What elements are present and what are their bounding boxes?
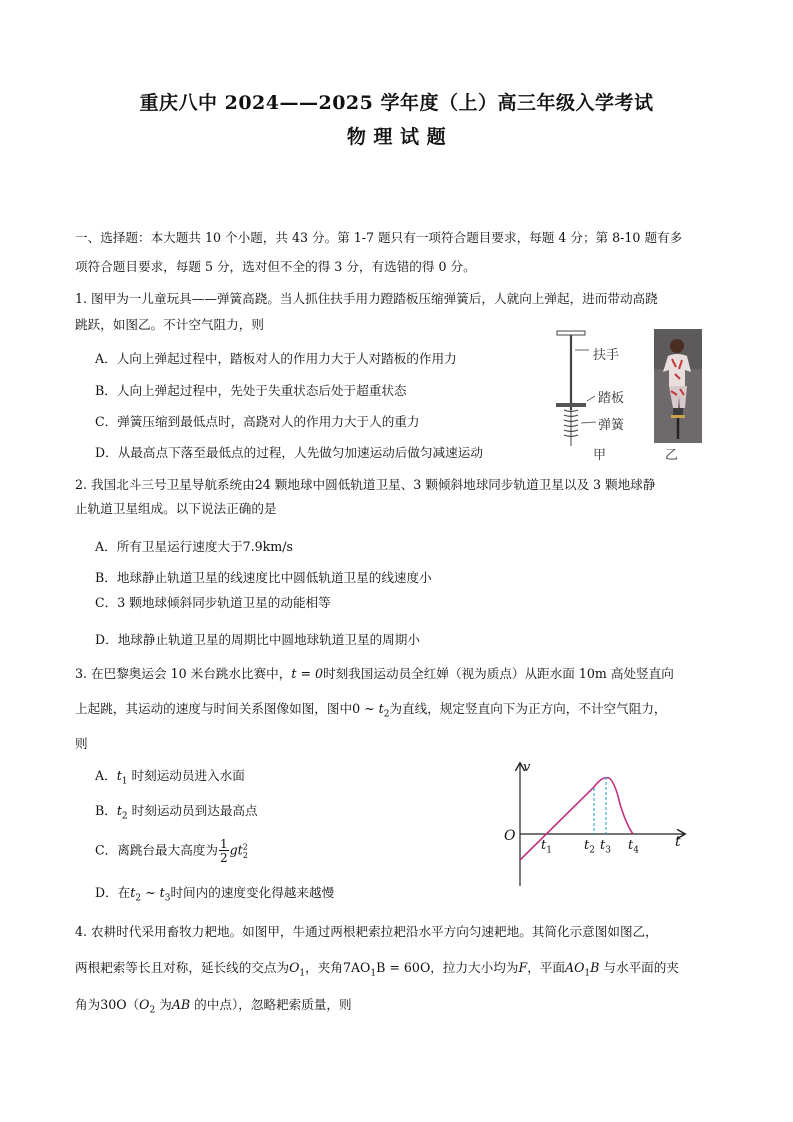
velocity-curve xyxy=(520,778,633,860)
q4-stem-line1: 4. 农耕时代采用畜牧力耙地。如图甲，牛通过两根耙索拉耙沿水平方向匀速耙地。其简化示意图如图乙， xyxy=(75,924,658,939)
q3-option-b: B．$t_2$ 时刻运动员到达最高点 xyxy=(95,803,258,822)
q2-option-b: B．地球静止轨道卫星的线速度比中圆低轨道卫星的线速度小 xyxy=(95,570,432,585)
q2-option-a: A．所有卫星运行速度大于7.9km/s xyxy=(95,539,293,554)
q2-option-c: C．3 颗地球倾斜同步轨道卫星的动能相等 xyxy=(95,595,331,610)
q4-stem-line3: 角为$30O(O_2$ 为AB 的中点），忽略耙索质量，则 xyxy=(75,997,352,1016)
q2-stem-line1: 2. 我国北斗三号卫星导航系统由24 颗地球中圆低轨道卫星、3 颗倾斜地球同步轨道卫星以及 3 颗地球静 xyxy=(75,477,656,492)
label-handle: 扶手 xyxy=(593,348,620,363)
fraction-one-half: $\frac{1}{2}$ xyxy=(219,837,228,865)
q3-option-d: D．在$t_2$ ~ $t_3$时间内的速度变化得越来越慢 xyxy=(95,885,335,904)
label-pedal: 踏板 xyxy=(598,391,625,406)
graph-tick-t3: $t_3$ xyxy=(600,838,611,856)
section-intro-line1: 一、选择题：本大题共 10 个小题，共 43 分。第 1-7 题只有一项符合题目要求，每题 4 分；第 8-10 题有多 xyxy=(75,230,683,245)
q2-stem-line2: 止轨道卫星组成。以下说法正确的是 xyxy=(75,501,277,516)
q3-option-a: A．$t_1$ 时刻运动员进入水面 xyxy=(95,768,245,787)
graph-tick-t2: $t_2$ xyxy=(584,838,595,856)
graph-label-origin: O xyxy=(504,828,516,844)
child-on-pogo-photo xyxy=(654,329,702,443)
graph-label-v: v xyxy=(523,760,531,775)
label-figure-jia: 甲 xyxy=(593,448,607,463)
q3-stem-line2: 上起跳，其运动的速度与时间关系图像如图，图中0 ~ $t_2$为直线，规定竖直向下为正方向，不计空气阻力， xyxy=(75,701,667,720)
q1-stem-line2: 跳跃，如图乙。不计空气阻力，则 xyxy=(75,317,264,332)
q2-option-d: D．地球静止轨道卫星的周期比中圆地球轨道卫星的周期小 xyxy=(95,632,420,647)
q1-option-d: D．从最高点下落至最低点的过程，人先做匀加速运动后做匀减速运动 xyxy=(95,445,483,460)
label-figure-yi: 乙 xyxy=(665,448,679,463)
graph-tick-t1: $t_1$ xyxy=(541,838,552,856)
q1-option-b: B．人向上弹起过程中，先处于失重状态后处于超重状态 xyxy=(95,383,407,398)
q1-option-a: A．人向上弹起过程中，踏板对人的作用力大于人对踏板的作用力 xyxy=(95,351,457,366)
page-title: 重庆八中 2024——2025 学年度（上）高三年级入学考试 xyxy=(139,92,654,114)
velocity-time-graph xyxy=(498,758,693,890)
q3-option-c: C．离跳台最大高度为 $\frac{1}{2}$ $gt^2_2$ xyxy=(95,837,248,865)
label-spring: 弹簧 xyxy=(598,418,625,433)
graph-tick-t4: $t_4$ xyxy=(628,838,639,856)
page-subtitle: 物 理 试 题 xyxy=(346,126,447,148)
q3-stem-line3: 则 xyxy=(75,736,88,751)
q4-stem-line2: 两根耙索等长且对称，延长线的交点为$O_1$，夹角$7AO_1B = 60O$，拉力大小均为F，平面$AO_1B$ 与水平面的夹 xyxy=(75,960,679,979)
q3-stem-line1: 3. 在巴黎奥运会 10 米台跳水比赛中，t = 0时刻我国运动员全红婵（视为质点）从距水面 10m 高处竖直向 xyxy=(75,666,674,681)
q1-option-c: C．弹簧压缩到最低点时，高跷对人的作用力大于人的重力 xyxy=(95,414,420,429)
graph-label-t: t xyxy=(675,834,681,850)
q1-stem-line1: 1. 图甲为一儿童玩具——弹簧高跷。当人抓住扶手用力蹬踏板压缩弹簧后，人就向上弹起，进而带动高跷 xyxy=(75,291,658,306)
section-intro-line2: 项符合题目要求，每题 5 分，选对但不全的得 3 分，有选错的得 0 分。 xyxy=(75,259,476,274)
